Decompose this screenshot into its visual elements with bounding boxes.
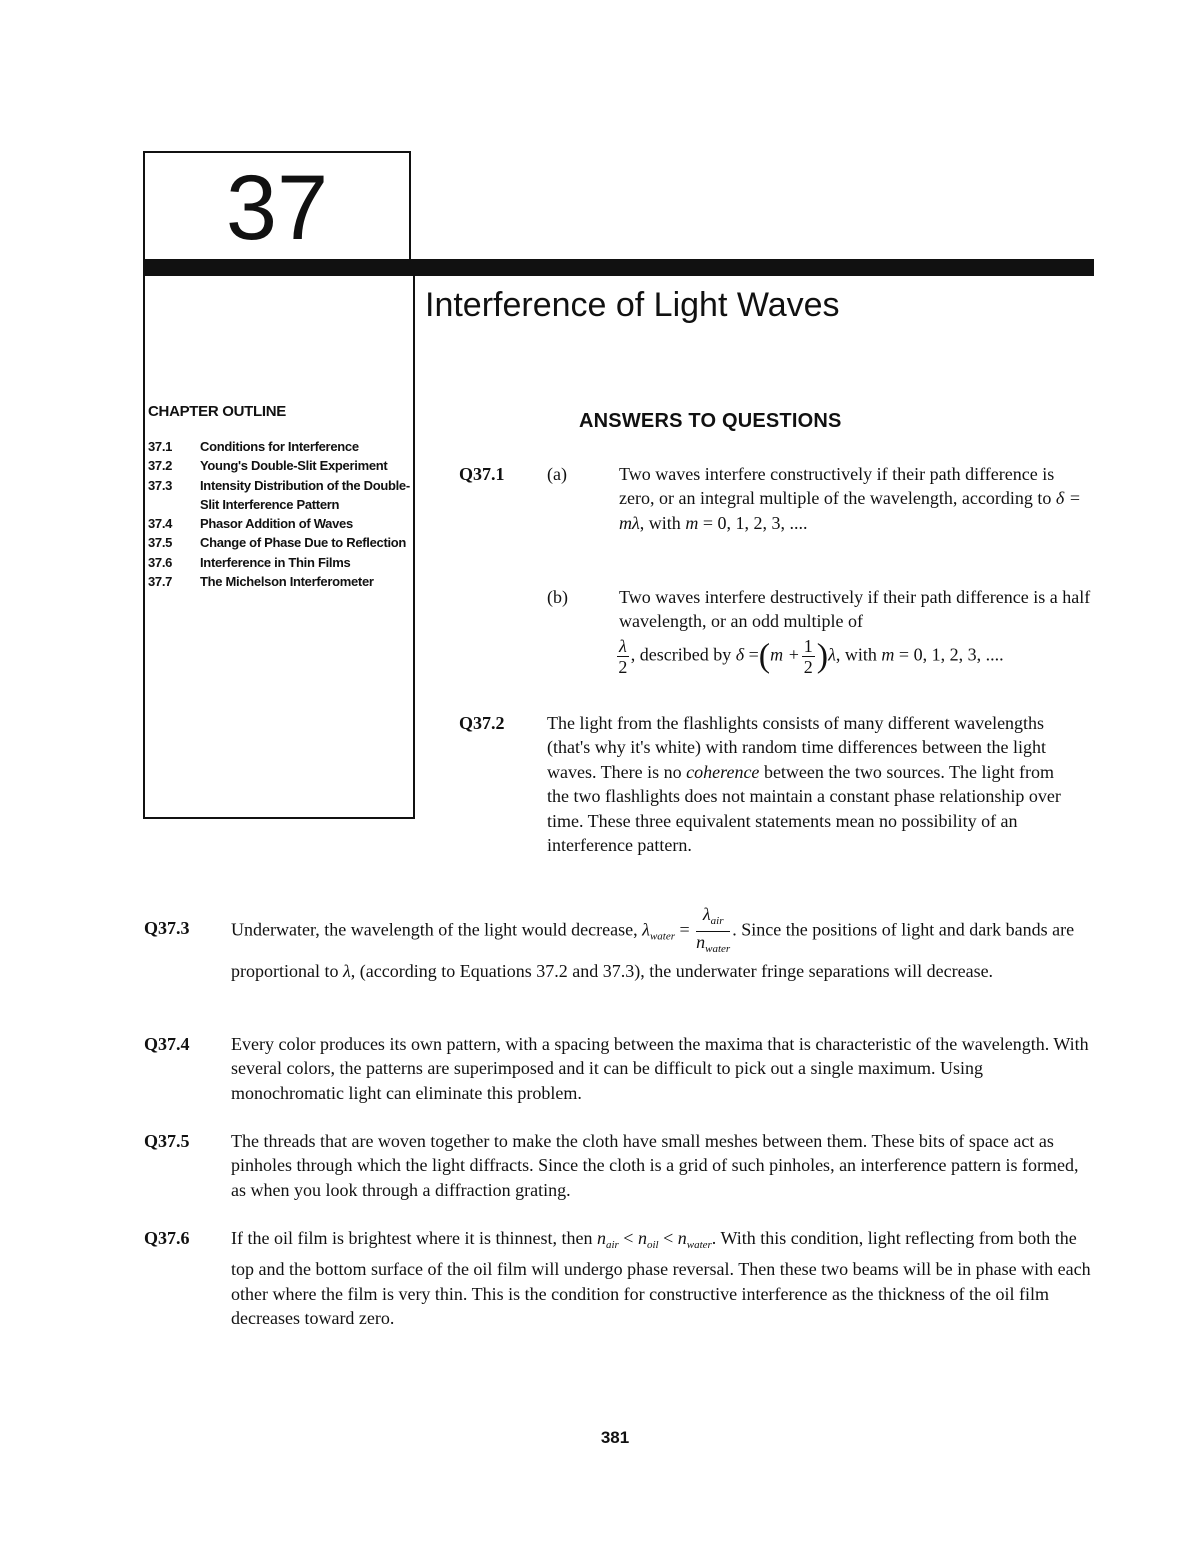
q6-text-after: . With this condition, light reflecting from both the top and the bottom surface of the oil film will undergo phase reversal. Then these two beams will be in phase with each other where the film is very thin. This is the condition for constructive interference as the thickness of the oil film decreases toward zero. bbox=[231, 1228, 1091, 1329]
chapter-number: 37 bbox=[225, 157, 329, 259]
q3-text-mid: . Since the positions of light and dark bands are proportional to bbox=[231, 919, 1075, 981]
outline-item-text: Intensity Distribution of the Double-Slit Interference Pattern bbox=[200, 477, 410, 512]
q1a-m: m bbox=[685, 512, 699, 533]
q1a-equation: δ = mλ bbox=[619, 488, 1081, 533]
question-label-q5: Q37.5 bbox=[144, 1131, 190, 1151]
q1b-lambda-half bbox=[617, 636, 629, 677]
frac-den bbox=[696, 932, 730, 959]
q3-sub-air: air bbox=[710, 915, 724, 927]
q6-sub-water: water bbox=[686, 1239, 712, 1251]
q6-lt2: < bbox=[658, 1228, 678, 1248]
q1-part-b-text bbox=[619, 585, 1094, 677]
q4-text: Every color produces its own pattern, with a spacing between the maxima that is characteristic of the wavelength. With several colors, the patterns are superimposed and it can be difficult to pick out a single maximum. Using monochromatic light can eliminate this problem. bbox=[231, 1034, 1089, 1103]
outline-item bbox=[148, 476, 410, 515]
part-label-a: (a) bbox=[547, 464, 567, 484]
q5-text: The threads that are woven together to make the cloth have small meshes between them. These bits of space act as pinholes through which the light diffracts. Since the cloth is a grid of such pinholes, an interference pattern is formed, as when you look through a diffraction grating. bbox=[231, 1131, 1079, 1200]
q2-emphasis: coherence bbox=[686, 761, 760, 782]
q1b-one-half bbox=[802, 636, 815, 677]
outline-list bbox=[148, 437, 410, 591]
outline-item bbox=[148, 437, 410, 456]
question-label-q4: Q37.4 bbox=[144, 1034, 190, 1054]
outline-item bbox=[148, 514, 410, 533]
chapter-number-box bbox=[143, 151, 411, 259]
question-label-q2: Q37.2 bbox=[459, 713, 505, 733]
outline-item-number: 37.7 bbox=[148, 574, 173, 590]
outline-item-number: 37.3 bbox=[148, 477, 173, 493]
q3-text-after: , (according to Equations 37.2 and 37.3), the underwater fringe separations will decrease. bbox=[350, 961, 994, 981]
q3-fraction bbox=[696, 904, 730, 959]
frac-num: λ bbox=[619, 635, 627, 656]
outline-item bbox=[148, 456, 410, 475]
q3-text: Underwater, the wavelength of the light would decrease, $\lambda_{water}$ = $\frac{\lambda_{air}}{n_{water}}$ . Since the positions of light and dark bands are proportional to λ, (according to Equations 37.2 and 37.3), the underwater fringe separations will decrease. bbox=[231, 904, 1075, 981]
q6-sub-air: air bbox=[605, 1239, 619, 1251]
q3-lambda2: λ bbox=[342, 961, 351, 981]
q1b-equation-line: $\frac{\lambda}{2}$ , described by δ =(m + $\frac{1}{2}$ )λ, with m = 0, 1, 2, 3, .... bbox=[618, 635, 1004, 677]
q2-text bbox=[547, 711, 1075, 857]
outline-item-number: 37.4 bbox=[148, 516, 173, 532]
outline-item bbox=[148, 553, 410, 572]
outline-item-text: Change of Phase Due to Reflection bbox=[200, 535, 407, 551]
q3-frac-lambda: λ bbox=[702, 904, 711, 924]
q6-sub-oil: oil bbox=[646, 1239, 659, 1251]
outline-item-number: 37.5 bbox=[148, 535, 173, 551]
outline-item-text: Interference in Thin Films bbox=[200, 554, 351, 570]
q1b-delta: δ bbox=[735, 644, 745, 665]
q6-lt: < bbox=[618, 1228, 638, 1248]
outline-item-text: Conditions for Interference bbox=[200, 439, 359, 454]
q1-part-a-text bbox=[619, 462, 1089, 535]
q6-n-air: n bbox=[596, 1228, 606, 1248]
chapter-title: Interference of Light Waves bbox=[425, 286, 840, 324]
outline-item bbox=[148, 533, 410, 552]
outline-item-text: The Michelson Interferometer bbox=[200, 574, 374, 590]
q2-text-before: The light from the flashlights consists of many different wavelengths (that's why it's white) with random time differences between the light waves. There is no bbox=[547, 713, 1047, 782]
frac-den: 2 bbox=[618, 656, 628, 677]
q1b-m-plus: m + bbox=[770, 644, 800, 665]
outline-item-number: 37.2 bbox=[148, 458, 173, 474]
q1b-text: Two waves interfere destructively if their path difference is a half wavelength, or an odd multiple of bbox=[619, 587, 1091, 632]
q1b-m: m bbox=[881, 644, 895, 665]
outline-item-number: 37.6 bbox=[148, 554, 173, 570]
outline-heading: CHAPTER OUTLINE bbox=[148, 403, 287, 420]
answers-heading: ANSWERS TO QUESTIONS bbox=[579, 410, 842, 432]
q3-sub-water2: water bbox=[705, 943, 731, 955]
q3-lambda: λ bbox=[642, 919, 650, 940]
q3-text-before: Underwater, the wavelength of the light would decrease, bbox=[231, 919, 638, 940]
q3-frac-n: n bbox=[696, 932, 706, 952]
page-number: 381 bbox=[600, 1428, 630, 1447]
question-label-q1: Q37.1 bbox=[459, 464, 505, 484]
q1a-values: = 0, 1, 2, 3, .... bbox=[698, 512, 808, 533]
part-label-b: (b) bbox=[547, 587, 568, 607]
outline-item-number: 37.1 bbox=[148, 439, 173, 454]
header-rule bbox=[143, 259, 1094, 276]
frac-den: 2 bbox=[803, 656, 813, 677]
outline-item bbox=[148, 572, 410, 591]
q1a-text: Two waves interfere constructively if their path difference is zero, or an integral multiple of the wavelength, according to bbox=[619, 464, 1055, 509]
q6-n-water: n bbox=[677, 1228, 687, 1248]
outline-item-text: Phasor Addition of Waves bbox=[200, 516, 353, 532]
frac-num: 1 bbox=[803, 635, 813, 656]
q1b-lambda: λ bbox=[828, 644, 836, 665]
q1b-described: , described by bbox=[630, 644, 732, 665]
q3-sub-water: water bbox=[649, 930, 675, 943]
question-label-q3: Q37.3 bbox=[144, 918, 190, 938]
q1b-values: = 0, 1, 2, 3, .... bbox=[894, 644, 1004, 665]
q6-text-before: If the oil film is brightest where it is thinnest, then bbox=[231, 1228, 593, 1248]
q6-text bbox=[231, 1226, 1093, 1331]
q2-text-after: between the two sources. The light from the two flashlights does not maintain a constant phase relationship over time. These three equivalent statements mean no possibility of an interference pattern. bbox=[547, 761, 1061, 856]
outline-item-text: Young's Double-Slit Experiment bbox=[200, 458, 388, 474]
frac-num bbox=[696, 904, 730, 932]
q6-n-oil: n bbox=[637, 1228, 647, 1248]
q1b-with: , with bbox=[835, 644, 877, 665]
question-label-q6: Q37.6 bbox=[144, 1228, 190, 1248]
q1a-with: , with bbox=[639, 512, 681, 533]
